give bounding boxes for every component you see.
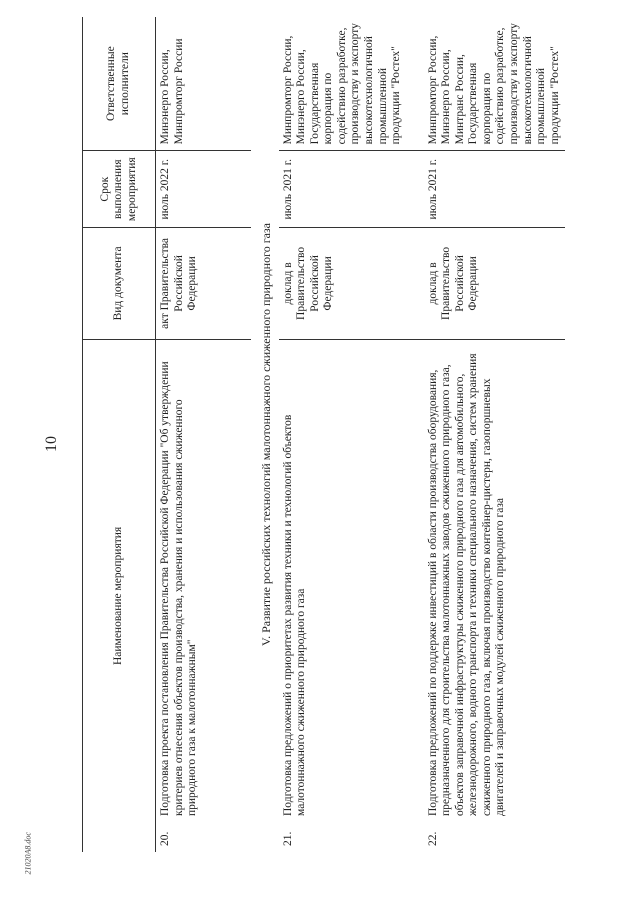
table-row (156, 17, 251, 852)
table-row (279, 17, 424, 852)
row-number: 20. (159, 831, 171, 846)
document-footer: 21020А8.doc (23, 832, 33, 875)
table-header-row (83, 17, 156, 852)
row-doc-type: акт Правительства Российской Федерации (156, 228, 251, 340)
header-doc-type: Вид документа (83, 228, 156, 340)
row-name: Подготовка предложений по поддержке инвестиций в области производства оборудования, предназначенного для строительства малотоннажных заводов сжиженного природного газа, объектов заправочной инфраструктуры сжиженного природного газа для автомобильного, железнодорожного, водного транспорта и техники специального назначения, систем хранения сжиженного природного газа, включая производство контейнер-цистерн, газопоршневых двигателей и заправочных модулей сжиженного природного газа (426, 353, 507, 816)
row-name-cell (279, 339, 424, 852)
row-term: июль 2022 г. (156, 151, 251, 228)
section-heading-row (251, 17, 279, 852)
header-name: Наименование мероприятия (83, 339, 156, 852)
row-number: 22. (426, 831, 439, 846)
row-responsible: Минпромторг России, Минэнерго России, Государственная корпорация по содействию разработке, производству и экспорту высокотехнологичной промышленной продукции "Ростех" (279, 17, 424, 151)
row-name: Подготовка проекта постановления Правительства Российской Федерации "Об утверждении критериев отнесения объектов производства, хранения и использования сжиженного природного газа к малотоннажным" (159, 361, 199, 816)
header-term: Срок выполнения мероприятия (83, 151, 156, 228)
measures-table (82, 17, 565, 852)
section-heading: V. Развитие российских технологий малотоннажного сжиженного природного газа (258, 222, 273, 647)
header-responsible: Ответственные исполнители (83, 17, 156, 151)
row-name: Подготовка предложений о приоритетах развития техники и технологий объектов малотоннажного сжиженного природного газа (281, 414, 308, 816)
row-doc-type: доклад в Правительство Российской Федерации (424, 228, 566, 340)
row-doc-type: доклад в Правительство Российской Федерации (279, 228, 424, 340)
row-name-cell (424, 339, 566, 852)
table-row (424, 17, 566, 852)
row-term: июль 2021 г. (424, 151, 566, 228)
rotated-table-frame (82, 17, 560, 852)
row-responsible: Минэнерго России, Минпромторг России (156, 17, 251, 151)
row-responsible: Минпромторг России, Минэнерго России, Минтранс России, Государственная корпорация по содействию разработке, производству и экспорту высокотехнологичной промышленной продукции "Ростех" (424, 17, 566, 151)
page-number: 10 (43, 436, 60, 452)
row-term: июль 2021 г. (279, 151, 424, 228)
row-name-cell (156, 339, 251, 852)
row-number: 21. (281, 831, 294, 846)
